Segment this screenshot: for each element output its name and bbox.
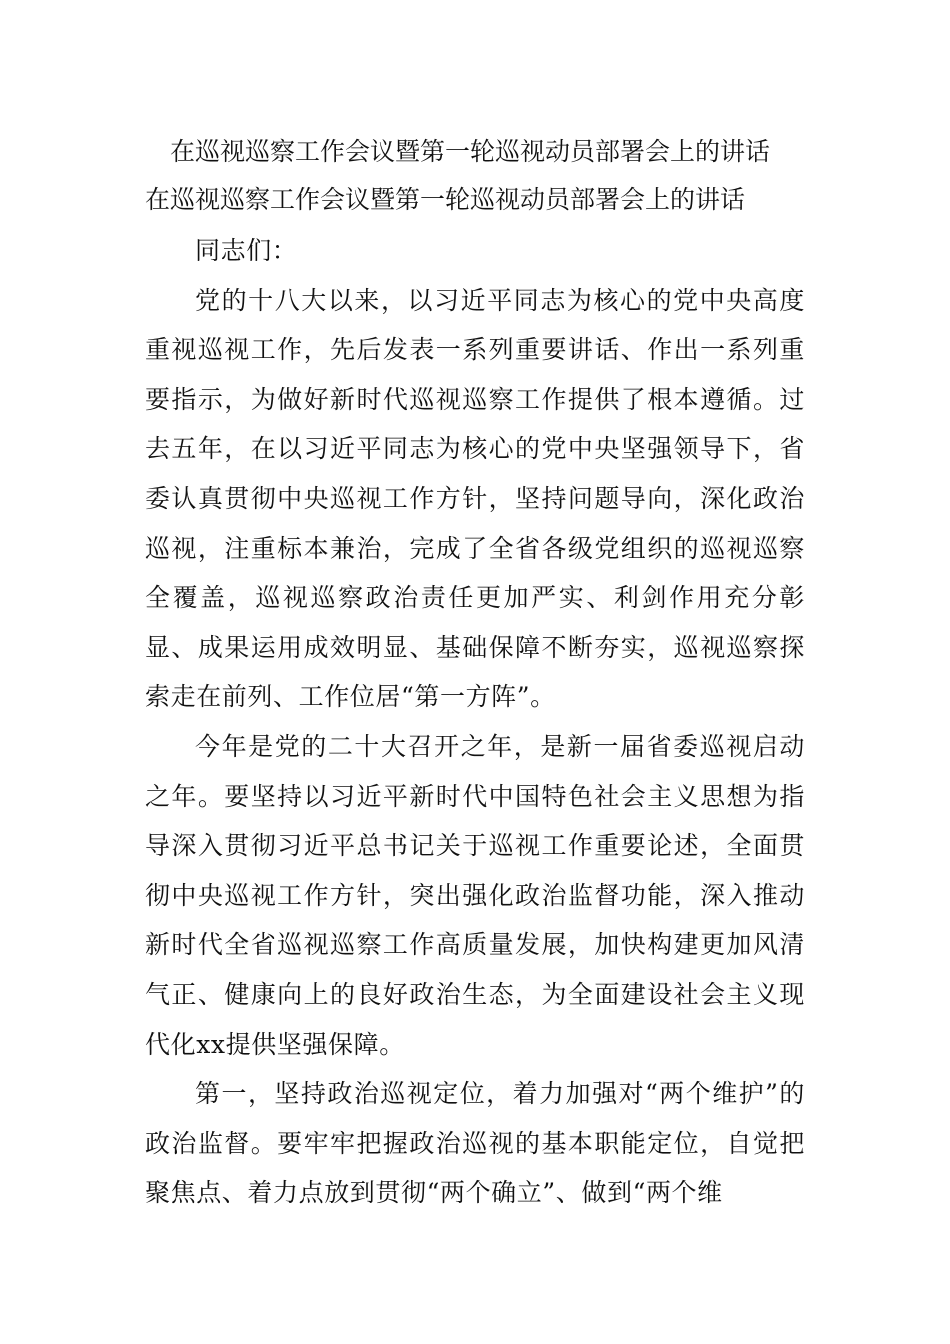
- paragraph-2: 今年是党的二十大召开之年，是新一届省委巡视启动之年。要坚持以习近平新时代中国特色社会主义思想为指导深入贯彻习近平总书记关于巡视工作重要论述，全面贯彻中央巡视工作方针，突出强化政治监督功能，深入推动新时代全省巡视巡察工作高质量发展，加快构建更加风清气正、健康向上的良好政治生态，为全面建设社会主义现代化xx提供坚强保障。: [145, 731, 805, 1059]
- document-body: [145, 128, 805, 1218]
- paragraph-3: 第一，坚持政治巡视定位，着力加强对“两个维护”的政治监督。要牢牢把握政治巡视的基本职能定位，自觉把聚焦点、着力点放到贯彻“两个确立”、做到“两个维: [145, 1079, 805, 1208]
- salutation: 同志们：: [195, 236, 298, 265]
- paragraph-1: 党的十八大以来，以习近平同志为核心的党中央高度重视巡视工作，先后发表一系列重要讲话、作出一系列重要指示，为做好新时代巡视巡察工作提供了根本遵循。过去五年，在以习近平同志为核心的党中央坚强领导下，省委认真贯彻中央巡视工作方针，坚持问题导向，深化政治巡视，注重标本兼治，完成了全省各级党组织的巡视巡察全覆盖，巡视巡察政治责任更加严实、利剑作用充分彰显、成果运用成效明显、基础保障不断夯实，巡视巡察探索走在前列、工作位居“第一方阵”。: [145, 285, 805, 712]
- document-title-repeated: 在巡视巡察工作会议暨第一轮巡视动员部署会上的讲话: [170, 137, 771, 166]
- document-title: 在巡视巡察工作会议暨第一轮巡视动员部署会上的讲话: [145, 185, 746, 214]
